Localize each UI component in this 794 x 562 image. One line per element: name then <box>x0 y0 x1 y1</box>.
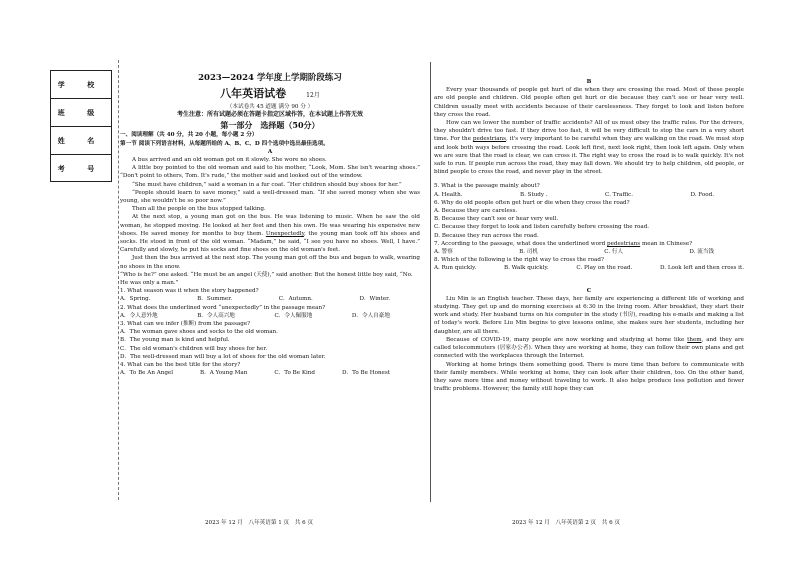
option: A．令人意外地 <box>120 312 158 319</box>
subject-text: 八年英语试卷 <box>220 87 287 100</box>
passage-a-paragraph <box>120 213 420 254</box>
text-run: mean in Chinese? <box>641 240 693 247</box>
question-3: 3. What can we infer (推断) from the passage? <box>120 321 251 328</box>
passage-a-paragraph: Then all the people on the bus stopped talking. <box>132 206 266 213</box>
page-footer-2: 2023 年 12 月 八年英语第 2 页 共 6 页 <box>512 520 621 526</box>
text-run: How can we lower the number of traffic accidents? All of us must obey the traffic rules. For the drivers, they shouldn't drive too fast. If they drive too fast, it will be very difficult to stop the cars in a very short time. For the <box>434 120 744 143</box>
exam-subject <box>120 86 420 103</box>
passage-b-paragraph <box>434 119 744 176</box>
question-2: 2. What does the underlined word “unexpectedly” in the passage mean? <box>120 304 326 311</box>
passage-c-paragraph: Working at home brings them something good. There is more time than before to communicate with their family members. While working at home, they can look after their children, too. On the other hand, they save more time and money without traveling to work. It also helps produce less pollution and fewer traffic problems. However, the family still hope they can <box>434 361 744 393</box>
binding-line <box>118 60 119 500</box>
option: B. Walk quickly. <box>503 265 549 272</box>
info-name: 姓 名 <box>51 127 111 155</box>
option: B. 司机 <box>519 249 538 256</box>
text-run: At the next stop, a young man got on the bus. He was listening to music. When he saw the old woman, he stopped moving. He looked at her feet and then his own. He was wearing his expensive new shoes. He saved money for months to buy them. <box>120 214 420 237</box>
right-page <box>434 78 744 393</box>
option: D．Winter. <box>359 296 390 303</box>
page-footer-1: 2023 年 12 月 八年英语第 1 页 共 6 页 <box>205 520 314 526</box>
option: D. Because they run across the road. <box>434 232 539 239</box>
passage-c-label: C <box>586 287 592 294</box>
text-run: , the young man took off his shoes and socks. He stood in front of the old woman. “Madam,” he said, “I see you have no shoes. Well, I have.” Carefully and slowly, he put his socks and fine shoes on the old woman's feet. <box>120 230 420 254</box>
option: A．Spring. <box>120 296 151 303</box>
passage-b-label: B <box>586 79 592 85</box>
exam-title: 2023—2024 学年度上学期阶段练习 <box>198 73 342 83</box>
text-run: 7. According to the passage, what does the underlined word <box>434 240 606 247</box>
underlined-word: them <box>687 336 702 343</box>
option: D. Food. <box>690 191 714 198</box>
underlined-word: pedestrians <box>606 240 641 247</box>
text-run: Because of COVID-19, many people are now working and studying at home like <box>446 336 685 343</box>
part-one-heading: 第一部分 选择题（50分） <box>220 120 320 131</box>
question-4: 4. What can be the best title for the story? <box>120 362 241 369</box>
underlined-word: pedestrians <box>472 136 507 143</box>
text-run: , and they are called telecommuters (居家办公者). When they are working at home, they can follow their own plans and get connected with the workplaces through the Internet. <box>434 336 744 360</box>
question-4-options <box>120 369 420 377</box>
passage-a-paragraph: “Who is he?” one asked. “He must be an angel (天使),” said another. But the honest little boy said, “No. He was only a man.” <box>120 271 413 287</box>
text-run: , it's very important to be careful when they are walking on the road. We must stop and look both ways before crossing the road. Look left first, next look right, then look left again. Only when we are sure that the road is clear, we can cross it. The right way to cross the road is to walk quickly. It's not safe to run. If people run across the road, they may fall down. We should try to help children, old people, or blind people to cross the road, and never play in the street. <box>434 136 745 176</box>
passage-a-paragraph: “She must have children,” said a woman in a fur coat. “Her children should buy shoes for her.” <box>132 181 402 188</box>
option: A. Because they are careless. <box>434 208 518 215</box>
option: D．令人自豪地 <box>351 312 390 319</box>
option: B. Because they can't see or hear very well. <box>434 216 559 223</box>
question-2-options <box>120 312 420 320</box>
option: C．令人佩服地 <box>274 312 313 319</box>
left-page <box>120 72 420 378</box>
page-divider <box>430 62 431 502</box>
option: A．The woman gave shoes and socks to the old woman. <box>120 329 278 336</box>
question-6: 6. Why do old people often get hurt or die when they cross the road? <box>434 199 630 206</box>
exam-notice: 考生注意：所有试题必须在答题卡指定区域作答，在本试题上作答无效 <box>176 111 363 119</box>
underlined-word: Unexpectedly <box>265 230 305 237</box>
option: A. 警察 <box>434 249 453 256</box>
option: C. Traffic. <box>605 191 634 198</box>
passage-a-label: A <box>267 148 273 155</box>
info-class: 班 级 <box>51 99 111 127</box>
option: A. Health. <box>434 191 463 198</box>
question-5-options <box>434 191 744 199</box>
option: D. Look left and then cross it. <box>659 265 744 272</box>
passage-a-paragraph: A little boy pointed to the old woman and said to his mother, “Look, Mom. She isn't wearing shoes.” “Don't point to others, Tom. It's rude,” the mother said and looked out of the window. <box>120 165 420 180</box>
question-7-options <box>434 248 744 256</box>
option: C. 行人 <box>604 249 624 256</box>
passage-b-paragraph: Every year thousands of people get hurt of die when they are crossing the road. Most of these people are old people and children. Old people often get hurt or die because they can't see or hear very well. Children usually meet with accidents because of their carelessness. They forget to look and listen before they cross the road. <box>434 87 744 118</box>
question-1: 1. What season was it when the story happened? <box>120 288 259 295</box>
option: C．To Be Kind <box>274 370 315 377</box>
option: B．A Young Man <box>200 370 248 377</box>
option: C. Because they forget to look and listen carefully before crossing the road. <box>434 224 650 231</box>
option: C．Autumn. <box>278 296 313 303</box>
option: C. Play on the road. <box>576 265 633 272</box>
question-1-options <box>120 295 420 303</box>
question-7 <box>434 240 744 248</box>
option: B. Study . <box>519 191 548 198</box>
exam-meta: （本试卷共 45 道题 满分 90 分 ） <box>226 104 314 110</box>
info-school: 学 校 <box>51 71 111 99</box>
passage-a-paragraph: Just then the bus arrived at the next stop. The young man got off the bus and began to walk, wearing no shoes in the snow. <box>120 255 420 270</box>
exam-month: 12月 <box>306 92 320 99</box>
option: A．To Be An Angel <box>120 370 174 377</box>
question-8: 8. Which of the following is the right way to cross the road? <box>434 257 604 264</box>
passage-c-paragraph <box>434 336 744 361</box>
student-info-box <box>50 70 112 182</box>
option: B．Summer. <box>197 296 233 303</box>
option: A. Run quickly. <box>434 265 477 272</box>
info-number: 考 号 <box>57 163 105 173</box>
section-one-instruction: 第一节 阅读下列语言材料，从每题所给的 A、B、C、D 四个选项中选出最佳选项。 <box>120 140 329 147</box>
option: D．To Be Honest <box>341 370 390 377</box>
question-5: 5. What is the passage mainly about? <box>434 183 540 190</box>
option: B．令人高兴地 <box>197 312 235 319</box>
passage-a-paragraph: “People should learn to save money,” said a well-dressed man. “If she saved money when she was young, she wouldn't be so poor now.” <box>120 189 420 205</box>
passage-a-paragraph: A bus arrived and an old woman got on it slowly. She wore no shoes. <box>132 157 327 164</box>
option: C．The old woman's children will buy shoes for her. <box>120 345 268 352</box>
option: D. 流当钱 <box>689 249 714 256</box>
option: B．The young man is kind and helpful. <box>120 337 230 344</box>
option: D．The well-dressed man will buy a lot of shoes for the old woman later. <box>120 353 326 360</box>
section-one-heading: 一、阅读理解（共 40 分，共 20 小题，每小题 2 分） <box>120 132 258 139</box>
passage-c-paragraph: Liu Min is an English teacher. These days, her family are experiencing a different life of working and studying. They get up and do morning exercises at 6:30 in the living room. After breakfast, they start their work and study. Her husband turns on his computer in the study (书房), reading his e-mails and making a list of today's work. Before Liu Min begins to give lessons online, she makes sure her students, including her daughter, are all there. <box>434 295 744 335</box>
question-8-options <box>434 264 744 272</box>
